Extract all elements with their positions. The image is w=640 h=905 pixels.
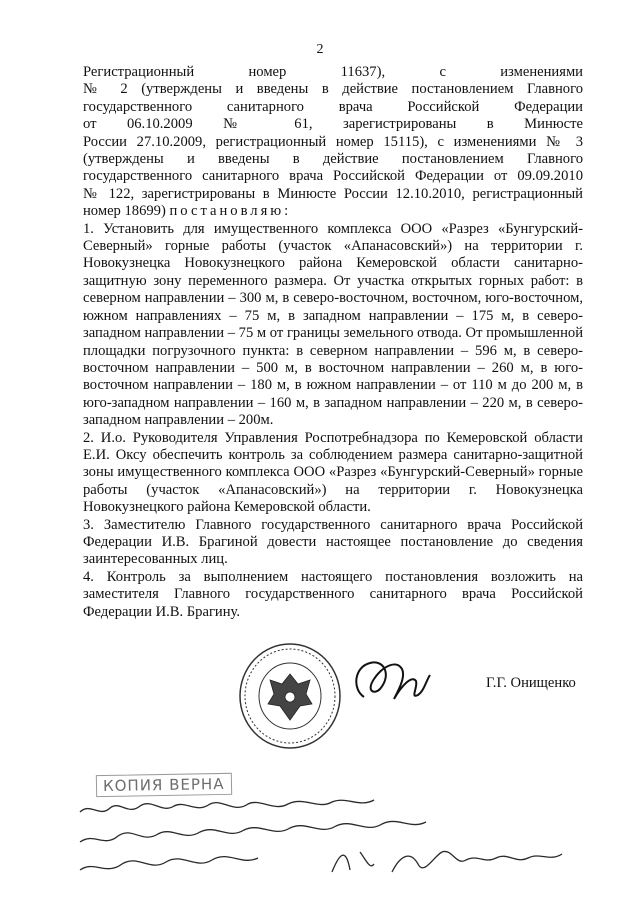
intro-line: № 2 (утверждены и введены в действие постановлением Главного [83, 81, 583, 98]
intro-line: № 122, зарегистрированы в Минюсте России 12.10.2010, регистрационный [83, 185, 583, 202]
intro-last-prefix: номер 18699) [83, 203, 166, 220]
signatory-name: Г.Г. Онищенко [486, 675, 576, 691]
item-2: 2. И.о. Руководителя Управления Роспотребнадзора по Кемеровской области Е.И. Оксу обеспечить контроль за соблюдением размера санитарно-защитной зоны имущественного комплекса ООО «Разрез «Бунгурский-Северный» горные работы (участок «Апанасовский») на территории г. Новокузнецка Новокузнецкого района Кемеровской области. [83, 429, 583, 516]
intro-line: Регистрационный номер 11637), с изменениями [83, 64, 583, 80]
intro-last-line [83, 203, 583, 220]
item-3: 3. Заместителю Главного государственного санитарного врача Российской Федерации И.В. Брагиной довести настоящее постановление до сведения заинтересованных лиц. [83, 516, 583, 568]
signature [344, 645, 434, 715]
resolve-word: постановляю: [169, 203, 292, 220]
copy-stamp: КОПИЯ ВЕРНА [96, 773, 232, 797]
item-1: 1. Установить для имущественного комплекса ООО «Разрез «Бунгурский-Северный» горные работы (участок «Апанасовский») на территории г. Новокузнецка Новокузнецкого района Кемеровской области санитарно-защитную зону переменного размера. От участка открытых горных работ: в северном направлении – 300 м, в северо-восточном, восточном, юго-восточном, южном направлениях – 75 м, в западном направлении – 175 м, в северо-западном направлении – 75 м от границы земельного отвода. От промышленной площадки погрузочного пункта: в северном направлении – 596 м, в северо-восточном направлении – 500 м, в восточном направлении – 260 м, в юго-восточном направлении – 180 м, в южном направлении – от 110 м до 200 м, в юго-западном направлении – 160 м, в западном направлении – 220 м, в северо-западном направлении – 200м. [83, 220, 583, 429]
intro-line: государственного санитарного врача Российской Федерации от 09.09.2010 [83, 168, 583, 185]
intro-line: от 06.10.2009 № 61, зарегистрированы в Минюсте [83, 116, 583, 133]
intro-line: (утверждены и введены в действие постановлением Главного [83, 151, 583, 168]
intro-line: России 27.10.2009, регистрационный номер 15115), с изменениями № 3 [83, 133, 583, 150]
intro-line: государственного санитарного врача Российской Федерации [83, 98, 583, 115]
handwritten-certification [70, 790, 590, 880]
document-body [83, 64, 583, 621]
item-4: 4. Контроль за выполнением настоящего постановления возложить на заместителя Главного государственного санитарного врача Российской Федерации И.В. Брагину. [83, 568, 583, 620]
official-seal [236, 640, 344, 752]
page-number: 2 [316, 42, 324, 57]
